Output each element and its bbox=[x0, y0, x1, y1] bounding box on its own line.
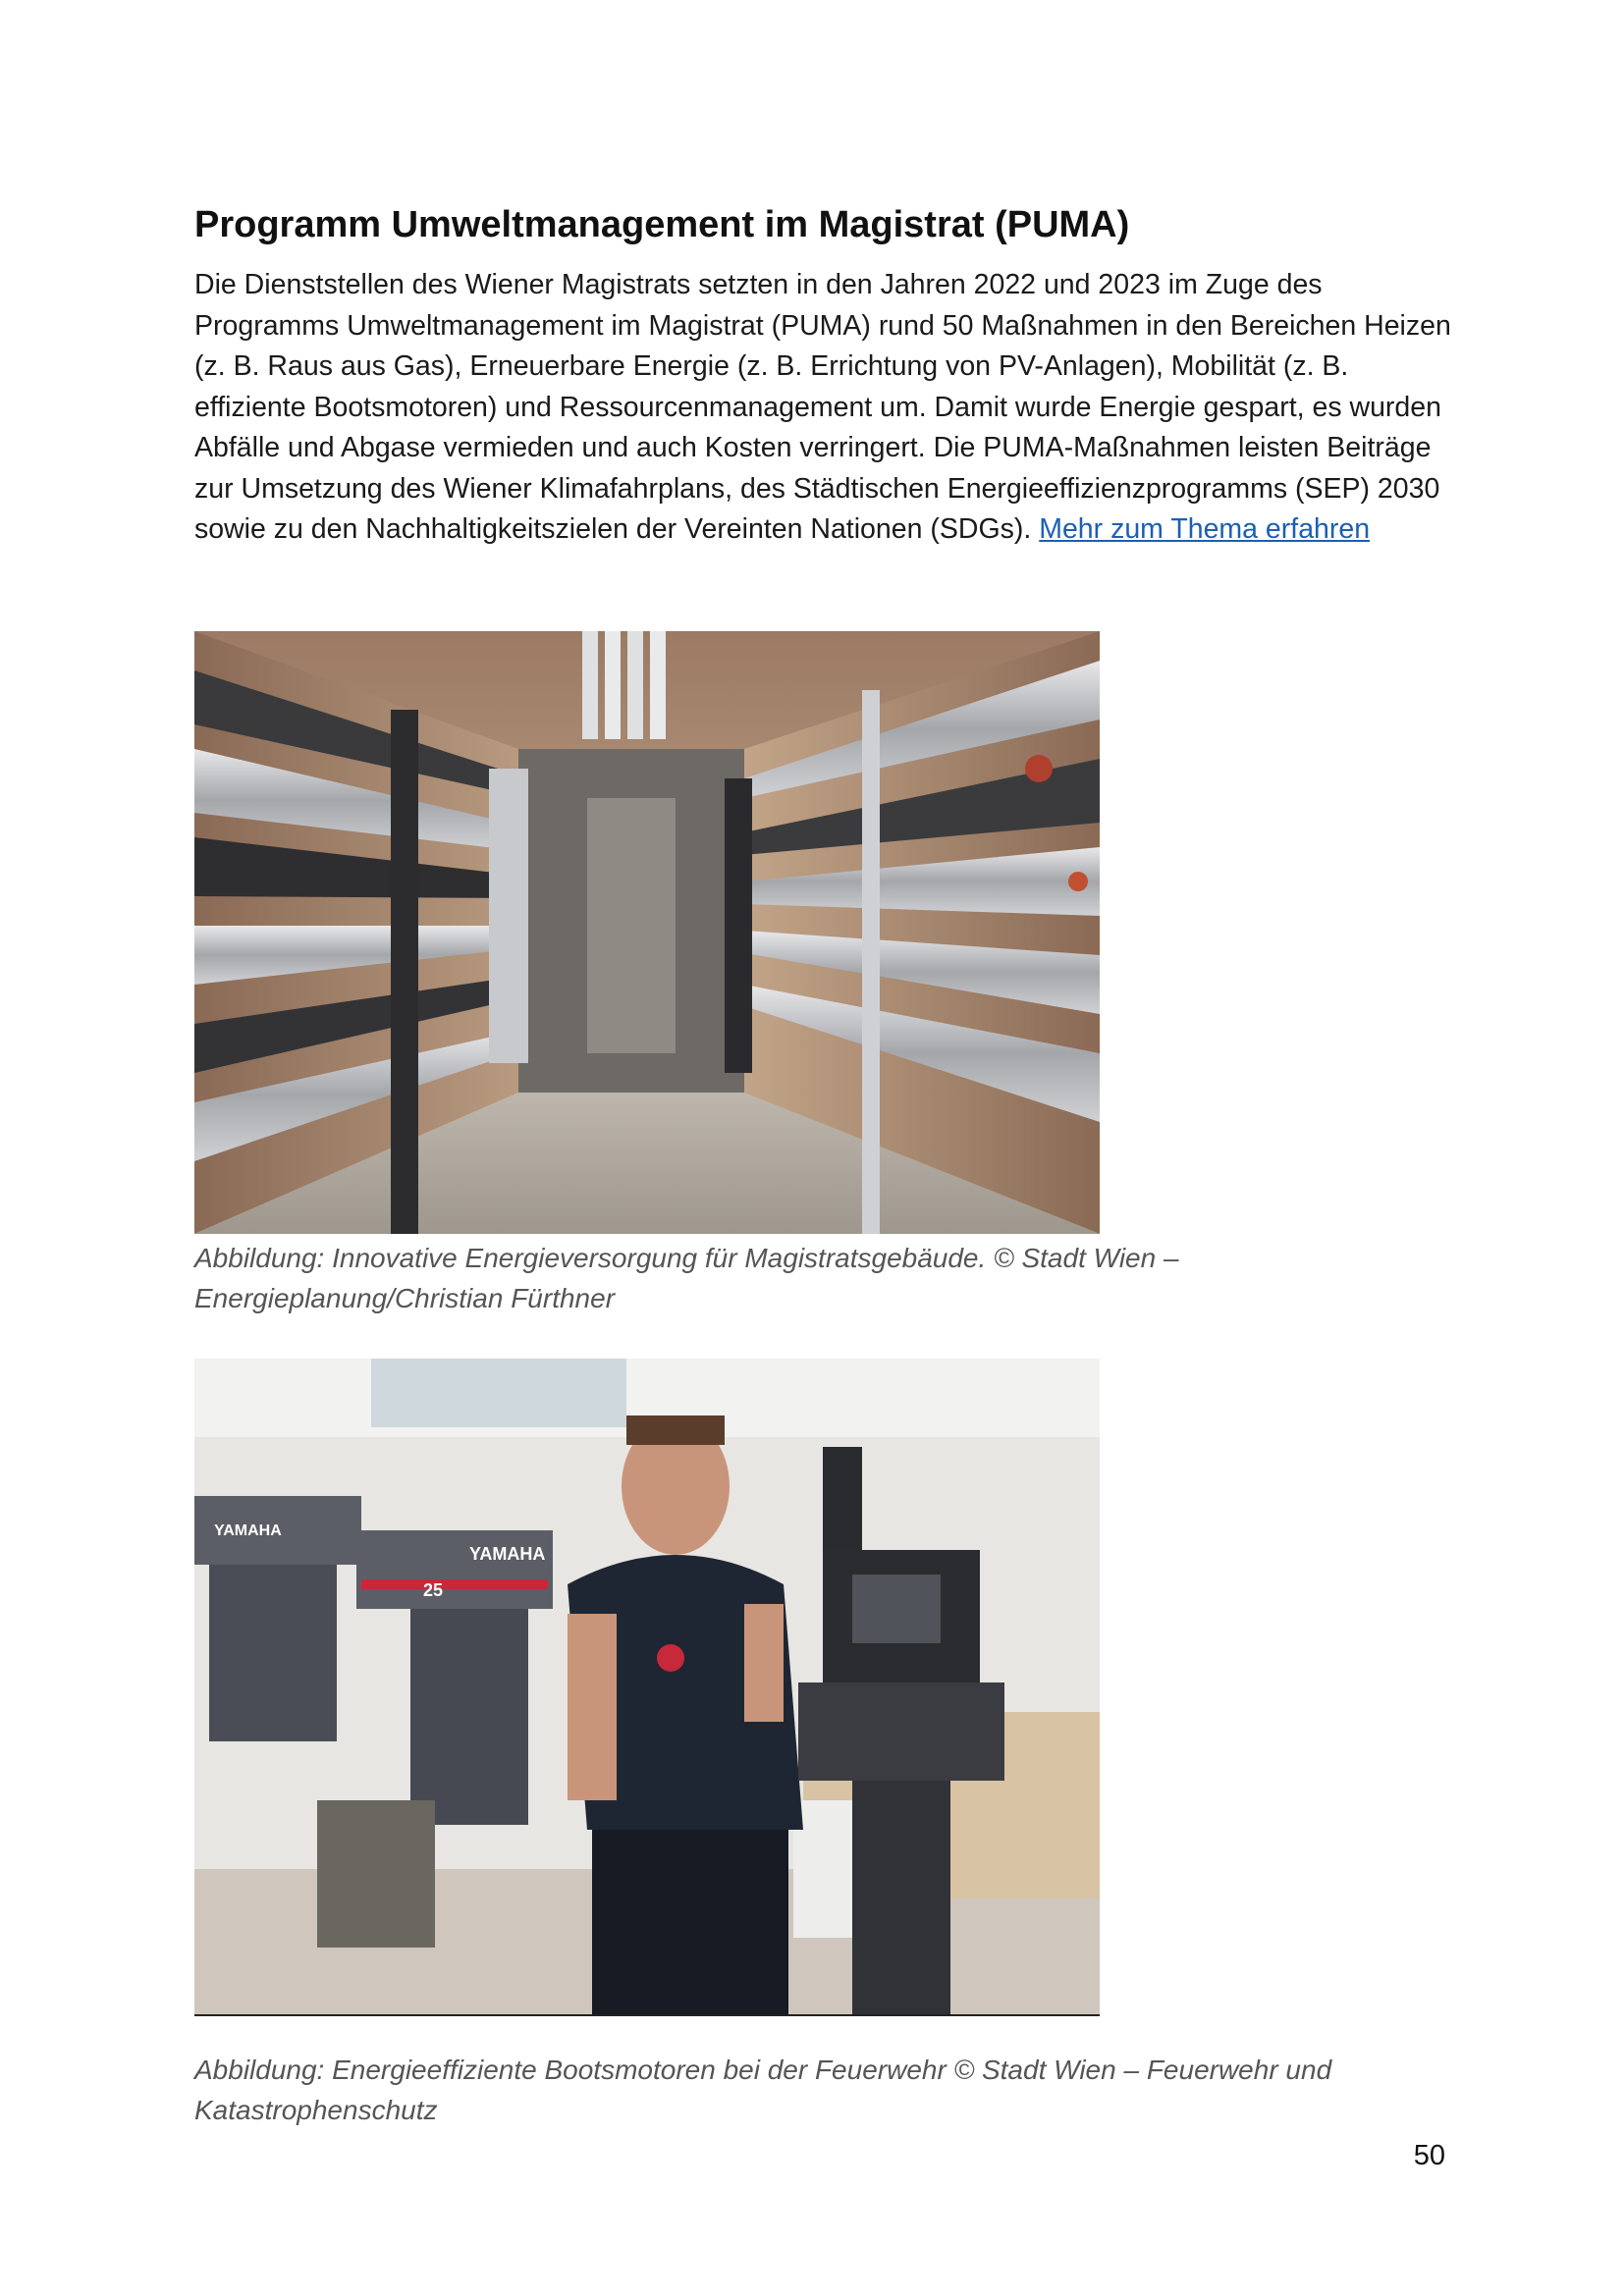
boat-motors-photo bbox=[194, 1359, 1100, 2014]
motor-brand-label-left: YAMAHA bbox=[214, 1522, 282, 1539]
pipes-cellar-photo bbox=[194, 631, 1100, 1234]
more-info-link[interactable]: Mehr zum Thema erfahren bbox=[1039, 513, 1371, 545]
body-paragraph bbox=[194, 265, 1451, 551]
figure-pipes-cellar bbox=[194, 631, 1100, 1234]
figure-boat-motors bbox=[194, 1359, 1100, 2016]
paragraph-text: Die Dienststellen des Wiener Magistrats setzten in den Jahren 2022 und 2023 im Zuge des Programms Umweltmanagement im Magistrat (PUMA) rund 50 Maßnahmen in den Bereichen Heizen (z. B. Raus aus Gas), Erneuerbare Energie (z. B. Errichtung von PV-Anlagen), Mobilität (z. B. effiziente Bootsmotoren) und Ressourcenmanagement um. Damit wurde Energie gespart, es wurden Abfälle und Abgase vermieden und auch Kosten verringert. Die PUMA-Maßnahmen leisten Beiträge zur Umsetzung des Wiener Klimafahrplans, des Städtischen Energieeffizienzprogramms (SEP) 2030 sowie zu den Nachhaltigkeitszielen der Vereinten Nationen (SDGs). bbox=[194, 269, 1451, 545]
motor-brand-label-middle: YAMAHA bbox=[469, 1544, 546, 1564]
page-number: 50 bbox=[1413, 2140, 1445, 2171]
motor-model-label: 25 bbox=[423, 1580, 444, 1600]
figure-caption-boat-motors: Abbildung: Energieeffiziente Bootsmotoren bei der Feuerwehr © Stadt Wien – Feuerwehr und Katastrophenschutz bbox=[194, 2055, 1332, 2125]
figure-caption-pipes: Abbildung: Innovative Energieversorgung für Magistratsgebäude. © Stadt Wien – Energieplanung/Christian Fürthner bbox=[194, 1243, 1179, 1313]
section-heading: Programm Umweltmanagement im Magistrat (PUMA) bbox=[194, 204, 1130, 245]
